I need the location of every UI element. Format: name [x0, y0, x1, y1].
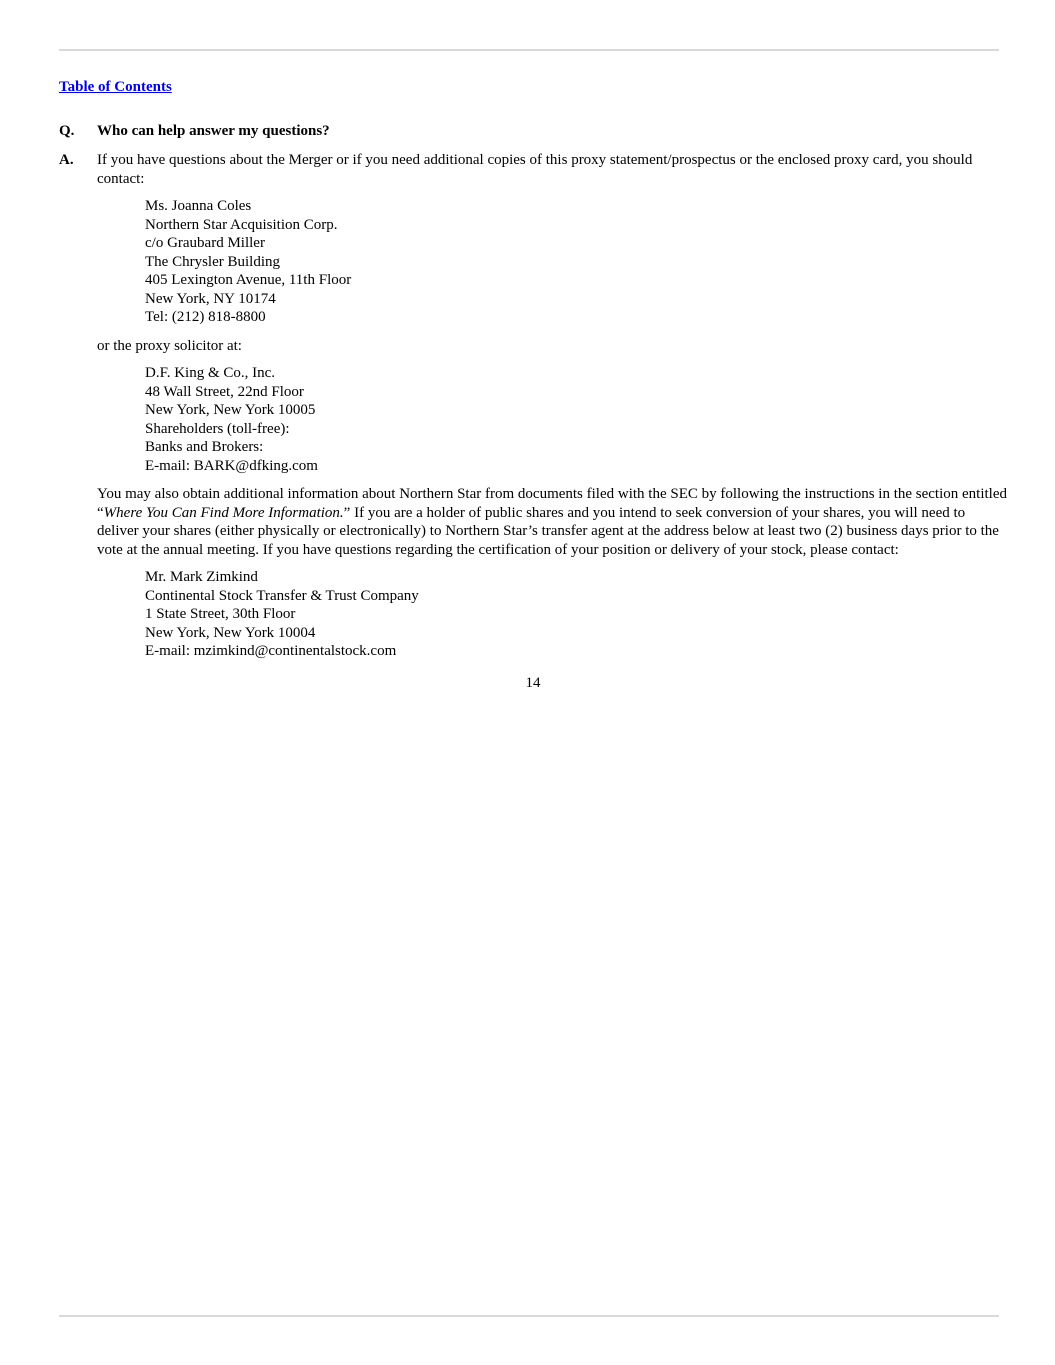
info-text-part1: You may also obtain additional information about Northern Star from documents filed with the SEC by following the instructions in the section entitled “: [97, 486, 1008, 521]
address-line: New York, NY 10174: [145, 290, 276, 307]
address-line: 405 Lexington Avenue, 11th Floor: [145, 272, 352, 288]
address-line: Banks and Brokers:: [145, 439, 264, 455]
question-text: Who can help answer my questions?: [97, 123, 330, 139]
address-phone: Tel: (212) 818-8800: [145, 309, 266, 325]
bottom-divider: [59, 1315, 999, 1317]
info-text-italic-reference: Where You Can Find More Information.: [103, 504, 344, 521]
address-line: New York, New York 10004: [145, 624, 316, 641]
address-line: Mr. Mark Zimkind: [145, 569, 258, 585]
info-text-part2: ” If you are a holder of public shares and you intend to seek conversion of your shares, you will need to deliver your shares (either physically or electronically) to Northern Star’s transfer agent at the address below at least two (2) business days prior to the vote at the annual meeting. If you have questions regarding the certification of your position or delivery of your stock, please contact:: [97, 504, 999, 558]
address-line: New York, New York 10005: [145, 402, 316, 418]
address-line: Shareholders (toll-free):: [145, 420, 290, 437]
address-line: D.F. King & Co., Inc.: [145, 365, 276, 381]
top-divider: [59, 49, 999, 51]
northern-star-contact-address: [145, 197, 351, 327]
address-line: Continental Stock Transfer & Trust Company: [145, 587, 419, 604]
answer-text: If you have questions about the Merger or if you need additional copies of this proxy statement/prospectus or the enclosed proxy card, you should contact:: [97, 152, 973, 187]
address-line: 48 Wall Street, 22nd Floor: [145, 383, 304, 400]
address-email: E-mail: BARK@dfking.com: [145, 457, 318, 474]
additional-info-paragraph: [97, 485, 1007, 559]
address-email: E-mail: mzimkind@continentalstock.com: [145, 643, 397, 659]
address-line: Ms. Joanna Coles: [145, 198, 252, 214]
page-number: 14: [525, 675, 541, 691]
address-line: Northern Star Acquisition Corp.: [145, 216, 338, 233]
address-line: 1 State Street, 30th Floor: [145, 606, 296, 622]
table-of-contents-link[interactable]: Table of Contents: [59, 79, 172, 95]
address-line: The Chrysler Building: [145, 253, 280, 270]
answer-label: A.: [59, 152, 74, 168]
proxy-solicitor-address: [145, 364, 318, 475]
proxy-solicitor-intro: or the proxy solicitor at:: [97, 338, 242, 354]
address-line: c/o Graubard Miller: [145, 235, 265, 251]
question-label: Q.: [59, 123, 75, 139]
transfer-agent-address: [145, 568, 419, 661]
